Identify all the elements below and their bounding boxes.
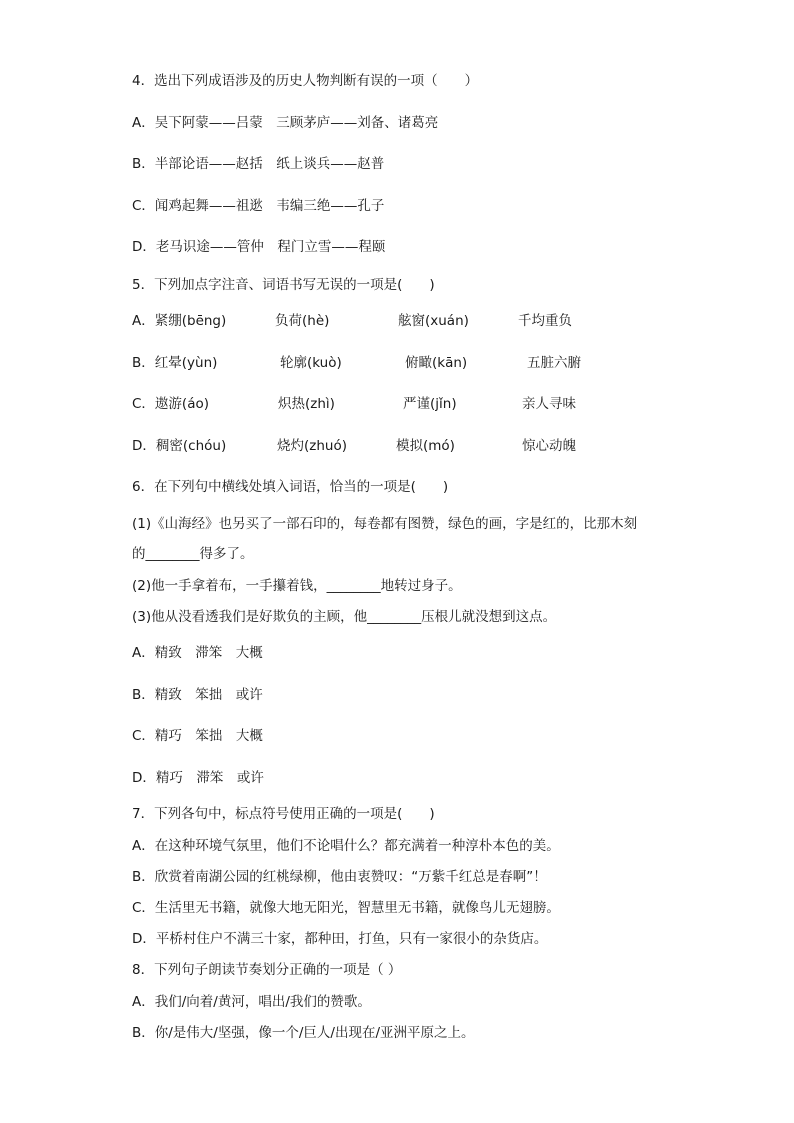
q5-a-word-4: 千均重负 bbox=[518, 313, 572, 329]
q4-option-b: B．半部论语——赵括 纸上谈兵——赵普 bbox=[132, 156, 385, 172]
q6-option-a: A．精致 滞笨 大概 bbox=[132, 645, 263, 661]
q6-option-c: C．精巧 笨拙 大概 bbox=[132, 728, 263, 744]
q4-option-a: A．吴下阿蒙——吕蒙 三顾茅庐——刘备、诸葛亮 bbox=[132, 115, 439, 131]
q5-c-word-2: 炽热(zhì) bbox=[278, 396, 335, 412]
q5-c-word-4: 亲人寻味 bbox=[522, 396, 576, 412]
q4-option-c: C．闻鸡起舞——祖逖 韦编三绝——孔子 bbox=[132, 198, 385, 214]
q7-option-c: C．生活里无书籍，就像大地无阳光，智慧里无书籍，就像鸟儿无翅膀。 bbox=[132, 900, 560, 916]
q5-a-word-3: 舷窗(xuán) bbox=[398, 313, 469, 329]
q8-option-b: B．你/是伟大/坚强，像一个/巨人/出现在/亚洲平原之上。 bbox=[132, 1025, 475, 1041]
q5-d-word-1: D．稠密(chóu) bbox=[132, 438, 227, 454]
q5-b-word-3: 俯瞰(kān) bbox=[405, 355, 468, 371]
q5-b-word-1: B．红晕(yùn) bbox=[132, 355, 218, 371]
q5-d-word-3: 模拟(mó) bbox=[396, 438, 455, 454]
q7-option-d: D．平桥村住户不满三十家，都种田，打鱼，只有一家很小的杂货店。 bbox=[132, 931, 548, 947]
q4-option-d: D．老马识途——管仲 程门立雪——程颐 bbox=[132, 239, 386, 255]
q6-option-d: D．精巧 滞笨 或许 bbox=[132, 770, 264, 786]
q6-sentence-1-line-1: (1)《山海经》也另买了一部石印的，每卷都有图赞，绿色的画，字是红的，比那木刻 bbox=[132, 516, 638, 532]
q5-d-word-4: 惊心动魄 bbox=[522, 438, 576, 454]
q4-stem: 4．选出下列成语涉及的历史人物判断有误的一项（ ） bbox=[132, 73, 479, 89]
q5-stem: 5．下列加点字注音、词语书写无误的一项是( ) bbox=[132, 277, 435, 293]
q7-stem: 7．下列各句中，标点符号使用正确的一项是( ) bbox=[132, 806, 435, 822]
q8-option-a: A．我们/向着/黄河，唱出/我们的赞歌。 bbox=[132, 994, 371, 1010]
q7-option-b: B．欣赏着南湖公园的红桃绿柳，他由衷赞叹：“万紫千红总是春啊”！ bbox=[132, 869, 547, 885]
q7-option-a: A．在这种环境气氛里，他们不论唱什么？都充满着一种淳朴本色的美。 bbox=[132, 838, 560, 854]
q6-sentence-2: (2)他一手拿着布，一手攥着钱，________地转过身子。 bbox=[132, 578, 462, 594]
q5-a-word-1: A．紧绷(bēng) bbox=[132, 313, 227, 329]
q8-stem: 8．下列句子朗读节奏划分正确的一项是（ ） bbox=[132, 962, 402, 978]
q5-c-word-3: 严谨(jǐn) bbox=[403, 396, 457, 412]
q5-b-word-2: 轮廓(kuò) bbox=[280, 355, 342, 371]
q5-a-word-2: 负荷(hè) bbox=[275, 313, 330, 329]
q6-option-b: B．精致 笨拙 或许 bbox=[132, 687, 263, 703]
q6-sentence-1-line-2: 的________得多了。 bbox=[132, 546, 254, 562]
q6-stem: 6．在下列句中横线处填入词语，恰当的一项是( ) bbox=[132, 479, 449, 495]
q5-b-word-4: 五脏六腑 bbox=[527, 355, 581, 371]
q5-c-word-1: C．遨游(áo) bbox=[132, 396, 209, 412]
q5-d-word-2: 烧灼(zhuó) bbox=[277, 438, 347, 454]
q6-sentence-3: (3)他从没看透我们是好欺负的主顾，他________压根儿就没想到这点。 bbox=[132, 609, 557, 625]
